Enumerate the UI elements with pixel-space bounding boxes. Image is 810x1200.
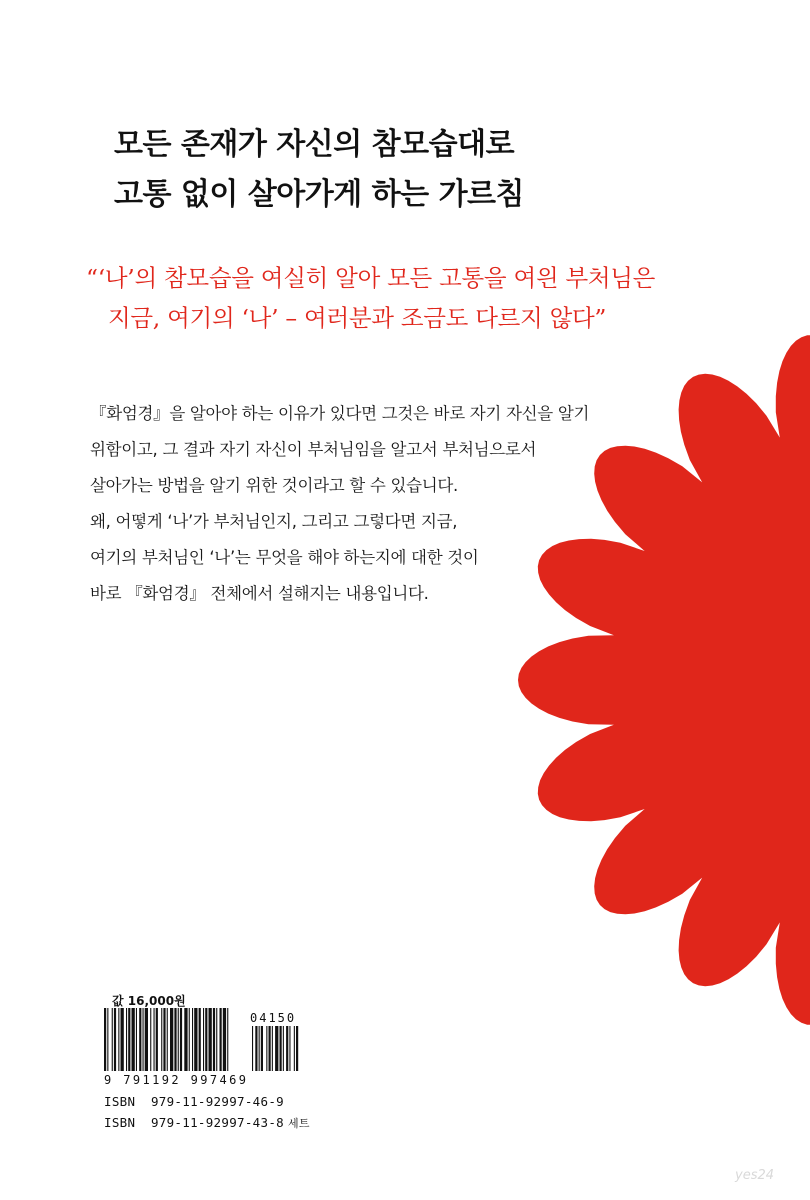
barcode-addon-bar [294,1026,295,1071]
barcode-addon-bar [261,1026,263,1071]
isbn-line-2 [104,1115,310,1131]
quote-line-2: 지금, 여기의 ‘나’ – 여러분과 조금도 다르지 않다” [108,304,607,332]
isbn-2-value: ISBN 979-11-92997-43-8 [104,1115,284,1130]
isbn-barcode [102,1008,332,1078]
barcode-bar [203,1008,204,1071]
barcode-bar [112,1008,113,1071]
barcode-bar [126,1008,127,1071]
barcode-bar [192,1008,193,1071]
barcode-addon-bar [296,1026,298,1071]
body-line-1: 『화엄경』을 알아야 하는 이유가 있다면 그것은 바로 자기 자신을 알기 [90,404,590,423]
body-paragraph [90,396,610,612]
barcode-bar [121,1008,124,1071]
headline-line-2: 고통 없이 살아가게 하는 가르침 [114,177,525,212]
barcode-bar [216,1008,217,1071]
quote-line-1: “‘나’의 참모습을 여실히 알아 모든 고통을 여읜 부처님은 [86,264,656,292]
barcode-bar [136,1008,137,1071]
barcode-bar [174,1008,176,1071]
barcode-bar [161,1008,162,1071]
barcode-addon-bar [269,1026,271,1071]
barcode-bar [114,1008,116,1071]
barcode-addon-bar [289,1026,290,1071]
barcode-bar [107,1008,108,1071]
barcode-addon-bar [286,1026,288,1071]
barcode-addon-bar [272,1026,273,1071]
barcode-bar [143,1008,144,1071]
barcode-bar [118,1008,119,1071]
isbn-set-label: 세트 [288,1117,310,1130]
barcode-bar [194,1008,197,1071]
barcode-bar [154,1008,155,1071]
barcode-addon-bar [266,1026,267,1071]
watermark-logo: yes24 [735,1168,775,1183]
barcode-addon-bar [259,1026,260,1071]
barcode-bar [139,1008,141,1071]
barcode-bar [156,1008,158,1071]
barcode-addon-bar [252,1026,253,1071]
price-label: 값 16,000원 [112,994,186,1008]
barcode-bar [205,1008,207,1071]
barcode-bar [220,1008,222,1071]
barcode-addon-number: 04150 [250,1011,297,1025]
barcode-bar [145,1008,148,1071]
barcode-bar [189,1008,190,1071]
barcode-bar [163,1008,165,1071]
barcode-bar [184,1008,187,1071]
barcode-bar [199,1008,201,1071]
barcode-addon-bar [255,1026,257,1071]
headline [114,120,714,220]
body-line-4: 왜, 어떻게 ‘나’가 부처님인지, 그리고 그렇다면 지금, [90,512,458,531]
barcode-bar [104,1008,106,1071]
barcode-bar [150,1008,151,1071]
headline-line-1: 모든 존재가 자신의 참모습대로 [114,127,515,162]
barcode-bar [170,1008,173,1071]
isbn-line-1 [104,1094,284,1109]
body-line-5: 여기의 부처님인 ‘나’는 무엇을 해야 하는지에 대한 것이 [90,548,479,567]
barcode-addon-bar [275,1026,278,1071]
barcode-addon-bar [283,1026,284,1071]
barcode-bar [209,1008,212,1071]
barcode-bar [180,1008,182,1071]
isbn-1-value: ISBN 979-11-92997-46-9 [104,1094,284,1109]
barcode-number: 9 791192 997469 [104,1073,249,1087]
barcode-bar [223,1008,226,1071]
barcode-bar [227,1008,228,1071]
barcode-bar [213,1008,215,1071]
barcode-bar [167,1008,168,1071]
barcode-bar [132,1008,135,1071]
pull-quote [86,258,706,338]
body-line-2: 위함이고, 그 결과 자기 자신이 부처님임을 알고서 부처님으로서 [90,440,537,459]
barcode-bar [178,1008,179,1071]
barcode-bar [128,1008,130,1071]
barcode-addon-bar [280,1026,282,1071]
body-line-6: 바로 『화엄경』 전체에서 설해지는 내용입니다. [90,584,429,603]
body-line-3: 살아가는 방법을 알기 위한 것이라고 할 수 있습니다. [90,476,458,495]
